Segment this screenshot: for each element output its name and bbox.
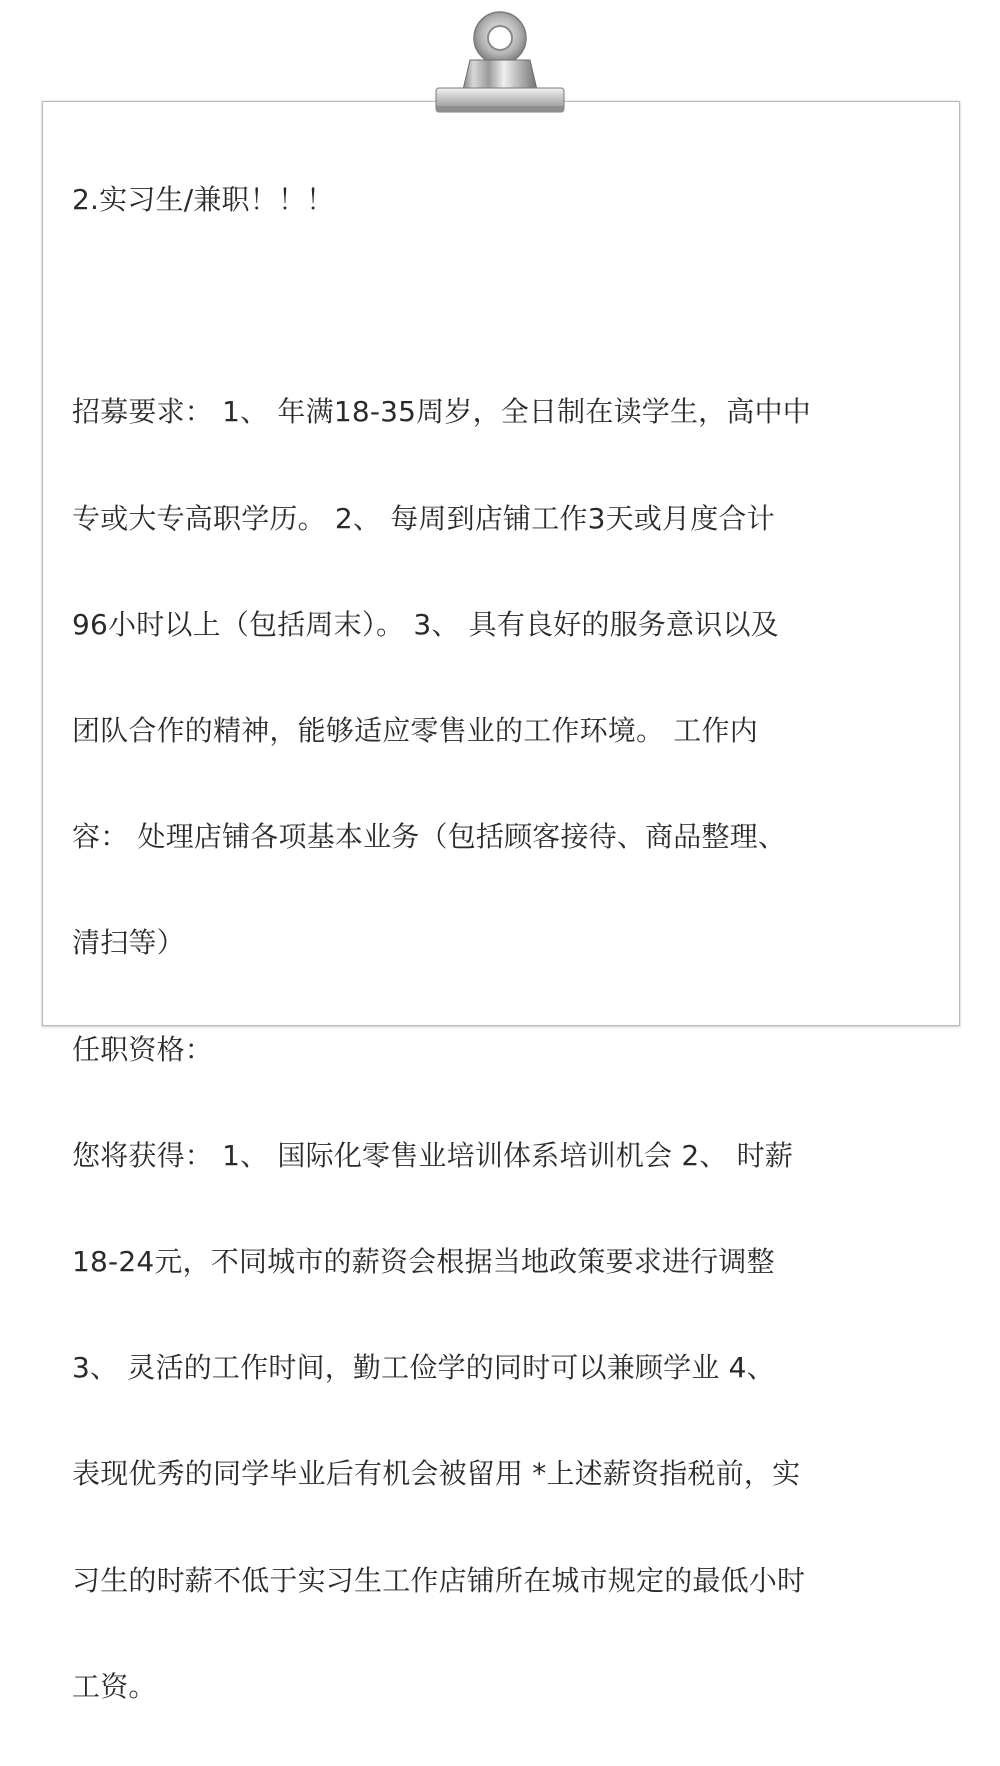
document-body [72, 120, 944, 1766]
doc-line-8: 清扫等） [72, 926, 185, 960]
doc-line-10: 您将获得： 1、 国际化零售业培训体系培训机会 2、 时薪 [72, 1138, 794, 1172]
doc-line-1: 2.实习生/兼职！！！ [72, 183, 335, 217]
doc-line-5: 96小时以上（包括周末）。 3、 具有良好的服务意识以及 [72, 607, 779, 641]
doc-line-12: 3、 灵活的工作时间，勤工俭学的同时可以兼顾学业 4、 [72, 1351, 775, 1385]
doc-line-14: 习生的时薪不低于实习生工作店铺所在城市规定的最低小时 [72, 1563, 806, 1597]
doc-line-2 [72, 279, 944, 332]
doc-line-11: 18-24元，不同城市的薪资会根据当地政策要求进行调整 [72, 1244, 775, 1278]
doc-line-13: 表现优秀的同学毕业后有机会被留用 *上述薪资指税前，实 [72, 1457, 801, 1491]
doc-line-3: 招募要求： 1、 年满18-35周岁，全日制在读学生，高中中 [72, 395, 811, 429]
doc-line-15: 工资。 [72, 1669, 157, 1703]
doc-line-9: 任职资格： [72, 1032, 214, 1066]
doc-line-6: 团队合作的精神，能够适应零售业的工作环境。 工作内 [72, 714, 758, 748]
doc-line-7: 容： 处理店铺各项基本业务（包括顾客接待、商品整理、 [72, 820, 787, 854]
doc-line-4: 专或大专高职学历。 2、 每周到店铺工作3天或月度合计 [72, 501, 775, 535]
binder-clip-icon [434, 8, 566, 116]
